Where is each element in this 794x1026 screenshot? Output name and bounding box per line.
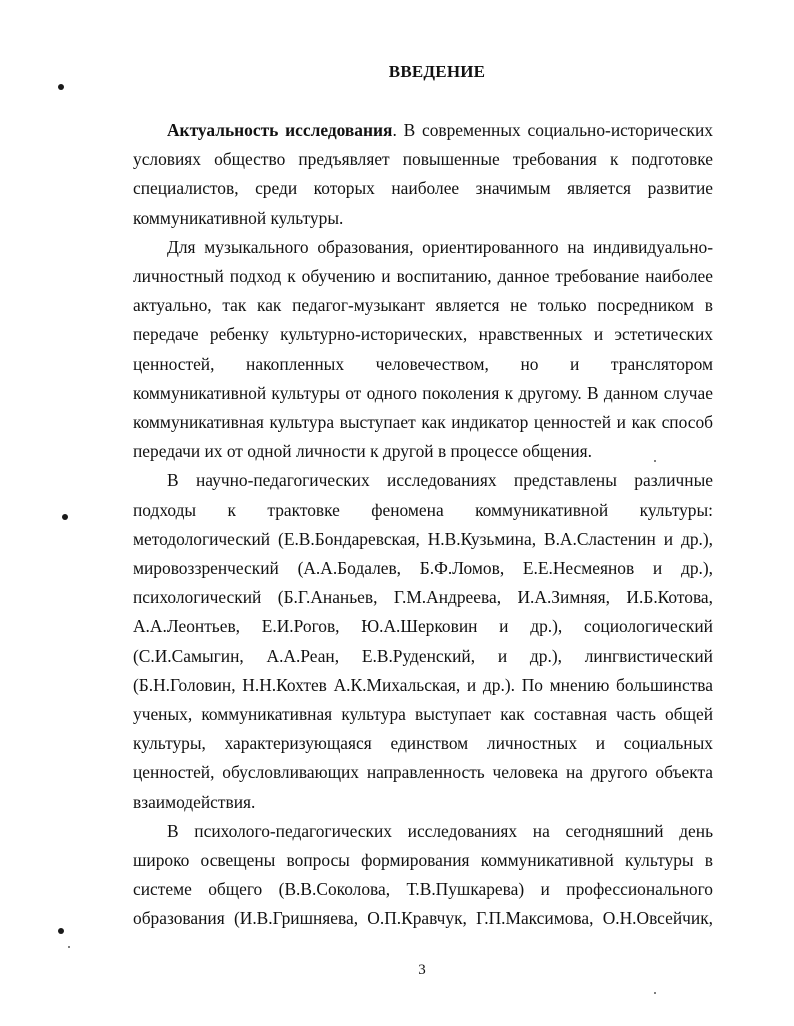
page-number: 3 (418, 962, 426, 978)
scan-speck (68, 946, 70, 948)
paragraph-1 (133, 116, 713, 233)
scan-mark (58, 84, 64, 90)
paragraph-text: В научно-педагогических исследованиях представлены различные подходы к трактовке феномена коммуникативной культуры: методологический (Е.В.Бондаревская, Н.В.Кузьмина, В.А.Сластенин и др.), мировоззренческий (А.А.Бодалев, Б.Ф.Ломов, Е.Е.Несмеянов и др.), психологический (Б.Г.Ананьев, Г.М.Андреева, И.А.Зимняя, И.Б.Котова, А.А.Леонтьев, Е.И.Рогов, Ю.А.Шерковин и др.), социологический (С.И.Самыгин, А.А.Реан, Е.В.Руденский, и др.), лингвистический (Б.Н.Головин, Н.Н.Кохтев А.К.Михальская, и др.). По мнению большинства ученых, коммуникативная культура выступает как составная часть общей культуры, характеризующаяся единством личностных и социальных ценностей, обусловливающих направленность человека на другого объекта взаимодействия. (133, 470, 713, 812)
scan-mark (58, 928, 64, 934)
paragraph-text: В психолого-педагогических исследованиях на сегодняшний день широко освещены вопросы формирования коммуникативной культуры в системе общего (В.В.Соколова, Т.В.Пушкарева) и профессионального образования (И.В.Гришняева, О.П.Кравчук, Г.П.Максимова, О.Н.Овсейчик, (133, 820, 713, 929)
paragraph-2 (133, 233, 713, 467)
scan-speck (654, 992, 656, 994)
section-heading: ВВЕДЕНИЕ (388, 62, 486, 81)
paragraph-text: Для музыкального образования, ориентированного на индивидуально-личностный подход к обучению и воспитанию, данное требование наиболее актуально, так как педагог-музыкант является не только посредником в передаче ребенку культурно-исторических, нравственных и эстетических ценностей, накопленных человечеством, но и транслятором коммуникативной культуры от одного поколения к другому. В данном случае коммуникативная культура выступает как индикатор ценностей и как способ передачи их от одной личности к другой в процессе общения. (133, 236, 713, 462)
lead-term: Актуальность исследования (167, 120, 393, 140)
paragraph-3 (133, 466, 713, 816)
paragraph-text: . В современных социально-исторических условиях общество предъявляет повышенные требования к подготовке специалистов, среди которых наиболее значимым является развитие коммуникативной культуры. (133, 120, 713, 228)
paragraph-4 (133, 817, 713, 934)
body-text (133, 116, 713, 934)
scan-mark (62, 514, 68, 520)
